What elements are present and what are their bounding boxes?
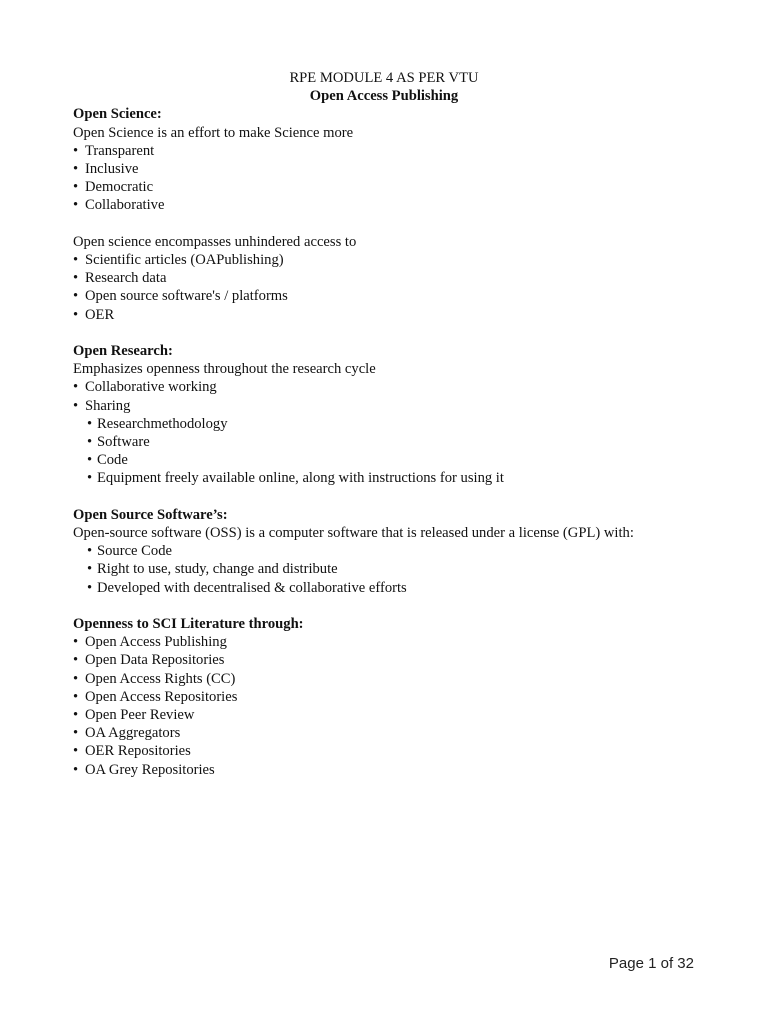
list-item: • Sharing [73, 397, 131, 414]
open-source-sublist [73, 542, 713, 597]
list-item: • Open Peer Review [73, 707, 195, 724]
bullet-icon: • [73, 288, 79, 305]
open-research-sublist [73, 415, 713, 488]
list-item: • OER [73, 306, 115, 323]
bullet-icon: • [87, 470, 93, 487]
sub-list-item: • Code [87, 452, 128, 469]
bullet-icon: • [73, 670, 79, 687]
bullet-icon: • [73, 252, 79, 269]
open-research-intro: Emphasizes openness throughout the research cycle [73, 361, 376, 378]
section-heading-openness: Openness to SCI Literature through: [73, 616, 304, 633]
list-item: • Open Access Rights (CC) [73, 670, 236, 687]
bullet-icon: • [73, 197, 79, 214]
bullet-icon: • [73, 397, 79, 414]
sub-list-item: • Software [87, 434, 150, 451]
section-heading-open-source: Open Source Software’s: [73, 506, 228, 523]
sub-list-item: • Researchmethodology [87, 415, 228, 432]
list-item: • Transparent [73, 142, 155, 159]
open-research-list [73, 378, 713, 487]
list-item: • OA Grey Repositories [73, 761, 215, 778]
bullet-icon: • [73, 707, 79, 724]
list-item: • Inclusive [73, 161, 139, 178]
bullet-icon: • [73, 761, 79, 778]
list-item: • OER Repositories [73, 743, 191, 760]
list-item: • Collaborative [73, 197, 165, 214]
list-item: • Democratic [73, 179, 154, 196]
bullet-icon: • [87, 415, 93, 432]
document-body [73, 69, 713, 779]
list-item: • Research data [73, 270, 167, 287]
list-item: • OA Aggregators [73, 725, 181, 742]
open-science-access-list [73, 251, 713, 324]
bullet-icon: • [73, 179, 79, 196]
section-heading-open-research: Open Research: [73, 343, 173, 360]
bullet-icon: • [73, 306, 79, 323]
list-item: • Open Access Publishing [73, 634, 227, 651]
list-item: • Open source software's / platforms [73, 288, 288, 305]
sub-list-item: • Source Code [87, 543, 172, 560]
openness-list [73, 633, 713, 779]
bullet-icon: • [73, 270, 79, 287]
bullet-icon: • [73, 725, 79, 742]
bullet-icon: • [87, 434, 93, 451]
list-item: • Collaborative working [73, 379, 217, 396]
bullet-icon: • [73, 652, 79, 669]
bullet-icon: • [87, 452, 93, 469]
list-item: • Open Access Repositories [73, 688, 238, 705]
bullet-icon: • [73, 743, 79, 760]
bullet-icon: • [73, 634, 79, 651]
bullet-icon: • [73, 379, 79, 396]
document-title: RPE MODULE 4 AS PER VTU [289, 70, 479, 86]
page-indicator: Page 1 of 32 [608, 955, 694, 972]
open-source-intro: Open-source software (OSS) is a computer software that is released under a license (GPL) with: [73, 525, 634, 542]
document-subtitle: Open Access Publishing [309, 88, 459, 105]
sub-list-item: • Equipment freely available online, along with instructions for using it [87, 470, 504, 487]
section-heading-open-science: Open Science: [73, 106, 162, 123]
bullet-icon: • [73, 688, 79, 705]
bullet-icon: • [73, 142, 79, 159]
sub-list-item: • Right to use, study, change and distribute [87, 561, 338, 578]
open-science-list [73, 142, 713, 215]
bullet-icon: • [73, 161, 79, 178]
bullet-icon: • [87, 561, 93, 578]
list-item: • Scientific articles (OAPublishing) [73, 252, 284, 269]
bullet-icon: • [87, 543, 93, 560]
list-item: • Open Data Repositories [73, 652, 225, 669]
open-science-intro-2: Open science encompasses unhindered access to [73, 233, 357, 250]
sub-list-item: • Developed with decentralised & collaborative efforts [87, 579, 407, 596]
bullet-icon: • [87, 579, 93, 596]
open-science-intro: Open Science is an effort to make Science more [73, 124, 354, 141]
